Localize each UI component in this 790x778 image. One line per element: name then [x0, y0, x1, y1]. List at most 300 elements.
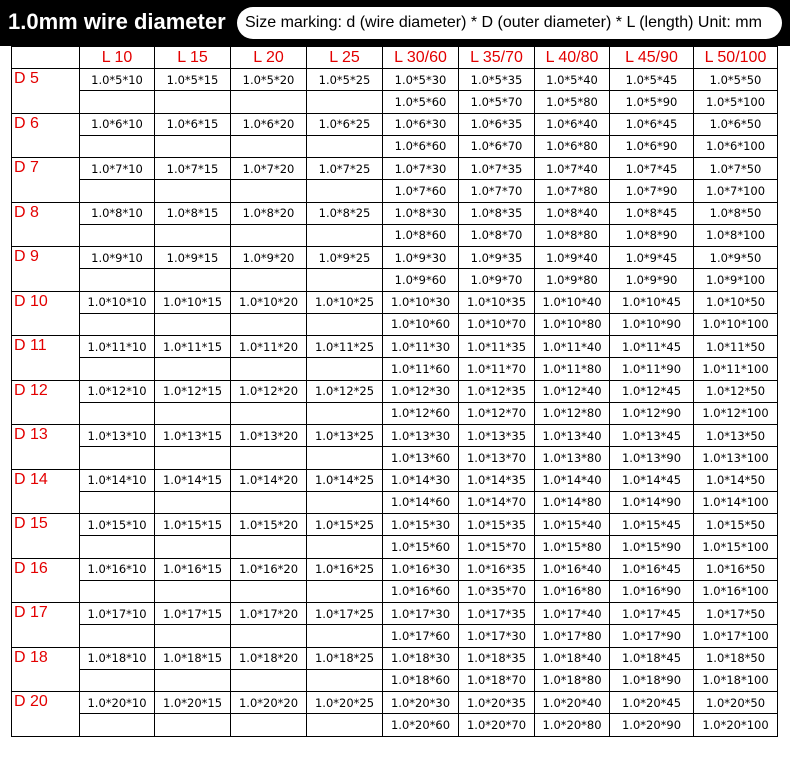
empty-cell	[80, 625, 155, 647]
size-cell: 1.0*16*45	[610, 558, 694, 580]
row-diameter-label: D 9	[12, 247, 80, 292]
size-cell: 1.0*18*50	[694, 647, 778, 669]
size-cell: 1.0*7*20	[231, 158, 307, 180]
size-cell: 1.0*11*35	[459, 336, 535, 358]
size-cell: 1.0*12*25	[307, 380, 383, 402]
size-cell: 1.0*5*15	[155, 69, 231, 91]
size-cell: 1.0*12*60	[383, 402, 459, 424]
size-cell: 1.0*5*80	[535, 91, 610, 113]
row-diameter-label: D 8	[12, 202, 80, 247]
row-diameter-label: D 10	[12, 291, 80, 336]
table-row	[12, 514, 778, 536]
size-cell: 1.0*8*35	[459, 202, 535, 224]
table-row	[12, 69, 778, 91]
empty-cell	[155, 91, 231, 113]
column-header: L 15	[155, 47, 231, 69]
size-cell: 1.0*13*10	[80, 425, 155, 447]
size-cell: 1.0*9*20	[231, 247, 307, 269]
size-cell: 1.0*6*20	[231, 113, 307, 135]
size-cell: 1.0*15*15	[155, 514, 231, 536]
size-cell: 1.0*14*20	[231, 469, 307, 491]
size-cell: 1.0*11*40	[535, 336, 610, 358]
size-cell: 1.0*11*10	[80, 336, 155, 358]
size-cell: 1.0*11*80	[535, 358, 610, 380]
row-diameter-label: D 18	[12, 647, 80, 692]
size-cell: 1.0*17*40	[535, 603, 610, 625]
size-cell: 1.0*7*30	[383, 158, 459, 180]
size-cell: 1.0*5*25	[307, 69, 383, 91]
empty-cell	[80, 224, 155, 246]
empty-cell	[80, 135, 155, 157]
empty-cell	[80, 580, 155, 602]
size-cell: 1.0*5*50	[694, 69, 778, 91]
size-cell: 1.0*7*25	[307, 158, 383, 180]
table-row	[12, 714, 778, 736]
empty-cell	[80, 269, 155, 291]
size-cell: 1.0*7*45	[610, 158, 694, 180]
size-cell: 1.0*7*50	[694, 158, 778, 180]
size-cell: 1.0*8*30	[383, 202, 459, 224]
column-header: L 45/90	[610, 47, 694, 69]
size-cell: 1.0*11*25	[307, 336, 383, 358]
empty-cell	[80, 491, 155, 513]
column-header: L 40/80	[535, 47, 610, 69]
size-cell: 1.0*10*90	[610, 313, 694, 335]
size-cell: 1.0*9*30	[383, 247, 459, 269]
table-row	[12, 313, 778, 335]
size-cell: 1.0*12*40	[535, 380, 610, 402]
size-cell: 1.0*18*35	[459, 647, 535, 669]
size-cell: 1.0*9*25	[307, 247, 383, 269]
size-cell: 1.0*8*40	[535, 202, 610, 224]
empty-cell	[307, 269, 383, 291]
empty-cell	[231, 91, 307, 113]
size-cell: 1.0*20*80	[535, 714, 610, 736]
empty-cell	[155, 491, 231, 513]
size-cell: 1.0*18*40	[535, 647, 610, 669]
size-cell: 1.0*12*90	[610, 402, 694, 424]
row-diameter-label: D 20	[12, 692, 80, 737]
size-cell: 1.0*5*10	[80, 69, 155, 91]
empty-cell	[307, 447, 383, 469]
row-diameter-label: D 15	[12, 514, 80, 559]
size-cell: 1.0*8*10	[80, 202, 155, 224]
size-cell: 1.0*20*50	[694, 692, 778, 714]
table-header-row	[12, 47, 778, 69]
size-cell: 1.0*17*25	[307, 603, 383, 625]
size-cell: 1.0*11*30	[383, 336, 459, 358]
row-diameter-label: D 5	[12, 69, 80, 114]
empty-cell	[231, 269, 307, 291]
size-cell: 1.0*18*60	[383, 669, 459, 691]
size-cell: 1.0*15*45	[610, 514, 694, 536]
size-cell: 1.0*14*90	[610, 491, 694, 513]
size-cell: 1.0*20*60	[383, 714, 459, 736]
size-cell: 1.0*18*80	[535, 669, 610, 691]
size-cell: 1.0*8*100	[694, 224, 778, 246]
size-cell: 1.0*8*50	[694, 202, 778, 224]
empty-cell	[155, 313, 231, 335]
size-cell: 1.0*17*45	[610, 603, 694, 625]
empty-cell	[155, 714, 231, 736]
empty-cell	[80, 313, 155, 335]
empty-cell	[155, 447, 231, 469]
size-cell: 1.0*6*70	[459, 135, 535, 157]
size-cell: 1.0*14*40	[535, 469, 610, 491]
table-row	[12, 580, 778, 602]
size-cell: 1.0*15*10	[80, 514, 155, 536]
size-cell: 1.0*8*60	[383, 224, 459, 246]
size-cell: 1.0*8*15	[155, 202, 231, 224]
size-table	[11, 46, 778, 737]
table-row	[12, 91, 778, 113]
empty-cell	[80, 714, 155, 736]
size-cell: 1.0*17*80	[535, 625, 610, 647]
size-cell: 1.0*18*20	[231, 647, 307, 669]
empty-cell	[155, 224, 231, 246]
empty-cell	[307, 669, 383, 691]
empty-cell	[155, 625, 231, 647]
size-cell: 1.0*12*20	[231, 380, 307, 402]
size-cell: 1.0*8*20	[231, 202, 307, 224]
size-cell: 1.0*7*35	[459, 158, 535, 180]
empty-cell	[80, 536, 155, 558]
size-cell: 1.0*12*45	[610, 380, 694, 402]
table-row	[12, 447, 778, 469]
table-row	[12, 202, 778, 224]
table-row	[12, 180, 778, 202]
table-row	[12, 625, 778, 647]
size-cell: 1.0*16*20	[231, 558, 307, 580]
size-cell: 1.0*13*25	[307, 425, 383, 447]
size-cell: 1.0*13*50	[694, 425, 778, 447]
size-cell: 1.0*10*45	[610, 291, 694, 313]
size-cell: 1.0*18*25	[307, 647, 383, 669]
size-cell: 1.0*15*90	[610, 536, 694, 558]
size-cell: 1.0*18*30	[383, 647, 459, 669]
size-cell: 1.0*14*30	[383, 469, 459, 491]
size-cell: 1.0*10*50	[694, 291, 778, 313]
size-cell: 1.0*15*80	[535, 536, 610, 558]
size-cell: 1.0*14*60	[383, 491, 459, 513]
empty-cell	[307, 313, 383, 335]
size-cell: 1.0*17*35	[459, 603, 535, 625]
size-cell: 1.0*5*20	[231, 69, 307, 91]
size-cell: 1.0*35*70	[459, 580, 535, 602]
row-diameter-label: D 6	[12, 113, 80, 158]
size-cell: 1.0*17*50	[694, 603, 778, 625]
size-cell: 1.0*17*30	[459, 625, 535, 647]
table-row	[12, 536, 778, 558]
size-cell: 1.0*6*80	[535, 135, 610, 157]
size-cell: 1.0*20*70	[459, 714, 535, 736]
size-cell: 1.0*20*40	[535, 692, 610, 714]
size-cell: 1.0*6*35	[459, 113, 535, 135]
size-cell: 1.0*7*80	[535, 180, 610, 202]
size-cell: 1.0*18*90	[610, 669, 694, 691]
size-cell: 1.0*14*50	[694, 469, 778, 491]
size-cell: 1.0*12*70	[459, 402, 535, 424]
empty-cell	[231, 447, 307, 469]
size-cell: 1.0*15*60	[383, 536, 459, 558]
size-cell: 1.0*11*15	[155, 336, 231, 358]
size-cell: 1.0*13*15	[155, 425, 231, 447]
size-cell: 1.0*6*10	[80, 113, 155, 135]
size-cell: 1.0*8*80	[535, 224, 610, 246]
size-cell: 1.0*16*10	[80, 558, 155, 580]
size-cell: 1.0*10*80	[535, 313, 610, 335]
size-cell: 1.0*15*35	[459, 514, 535, 536]
table-row	[12, 469, 778, 491]
empty-cell	[231, 180, 307, 202]
size-cell: 1.0*13*90	[610, 447, 694, 469]
size-cell: 1.0*14*80	[535, 491, 610, 513]
size-cell: 1.0*12*15	[155, 380, 231, 402]
empty-cell	[231, 536, 307, 558]
table-row	[12, 380, 778, 402]
empty-cell	[231, 313, 307, 335]
size-cell: 1.0*15*50	[694, 514, 778, 536]
empty-cell	[155, 269, 231, 291]
table-row	[12, 135, 778, 157]
table-row	[12, 113, 778, 135]
size-cell: 1.0*6*100	[694, 135, 778, 157]
size-cell: 1.0*10*100	[694, 313, 778, 335]
column-header: L 25	[307, 47, 383, 69]
empty-cell	[307, 358, 383, 380]
size-cell: 1.0*11*60	[383, 358, 459, 380]
size-cell: 1.0*15*30	[383, 514, 459, 536]
empty-cell	[307, 491, 383, 513]
size-cell: 1.0*10*30	[383, 291, 459, 313]
size-cell: 1.0*7*15	[155, 158, 231, 180]
size-cell: 1.0*10*35	[459, 291, 535, 313]
size-cell: 1.0*6*40	[535, 113, 610, 135]
empty-cell	[231, 358, 307, 380]
size-cell: 1.0*15*70	[459, 536, 535, 558]
size-cell: 1.0*8*70	[459, 224, 535, 246]
size-cell: 1.0*7*70	[459, 180, 535, 202]
size-cell: 1.0*16*80	[535, 580, 610, 602]
size-cell: 1.0*16*25	[307, 558, 383, 580]
size-cell: 1.0*5*100	[694, 91, 778, 113]
size-cell: 1.0*9*15	[155, 247, 231, 269]
size-cell: 1.0*15*40	[535, 514, 610, 536]
empty-cell	[80, 358, 155, 380]
size-cell: 1.0*9*10	[80, 247, 155, 269]
size-cell: 1.0*10*70	[459, 313, 535, 335]
size-cell: 1.0*8*90	[610, 224, 694, 246]
size-cell: 1.0*20*15	[155, 692, 231, 714]
size-cell: 1.0*17*15	[155, 603, 231, 625]
size-cell: 1.0*5*40	[535, 69, 610, 91]
size-cell: 1.0*13*30	[383, 425, 459, 447]
size-cell: 1.0*9*50	[694, 247, 778, 269]
size-cell: 1.0*20*30	[383, 692, 459, 714]
size-cell: 1.0*16*35	[459, 558, 535, 580]
size-cell: 1.0*13*100	[694, 447, 778, 469]
header-corner-cell	[12, 47, 80, 69]
row-diameter-label: D 11	[12, 336, 80, 381]
empty-cell	[155, 402, 231, 424]
size-cell: 1.0*13*60	[383, 447, 459, 469]
row-diameter-label: D 16	[12, 558, 80, 603]
empty-cell	[80, 447, 155, 469]
empty-cell	[155, 669, 231, 691]
empty-cell	[80, 180, 155, 202]
size-cell: 1.0*9*80	[535, 269, 610, 291]
empty-cell	[80, 91, 155, 113]
empty-cell	[231, 402, 307, 424]
empty-cell	[155, 536, 231, 558]
size-cell: 1.0*13*70	[459, 447, 535, 469]
table-row	[12, 603, 778, 625]
size-cell: 1.0*16*30	[383, 558, 459, 580]
size-cell: 1.0*13*45	[610, 425, 694, 447]
size-cell: 1.0*9*70	[459, 269, 535, 291]
size-cell: 1.0*13*20	[231, 425, 307, 447]
row-diameter-label: D 7	[12, 158, 80, 203]
table-row	[12, 669, 778, 691]
size-cell: 1.0*20*100	[694, 714, 778, 736]
size-cell: 1.0*17*20	[231, 603, 307, 625]
size-cell: 1.0*16*90	[610, 580, 694, 602]
empty-cell	[231, 714, 307, 736]
empty-cell	[307, 625, 383, 647]
size-cell: 1.0*18*15	[155, 647, 231, 669]
empty-cell	[307, 580, 383, 602]
size-cell: 1.0*14*25	[307, 469, 383, 491]
size-cell: 1.0*17*60	[383, 625, 459, 647]
size-cell: 1.0*10*15	[155, 291, 231, 313]
empty-cell	[231, 491, 307, 513]
table-row	[12, 402, 778, 424]
size-cell: 1.0*13*40	[535, 425, 610, 447]
size-cell: 1.0*6*15	[155, 113, 231, 135]
size-cell: 1.0*6*45	[610, 113, 694, 135]
size-cell: 1.0*15*100	[694, 536, 778, 558]
size-cell: 1.0*17*90	[610, 625, 694, 647]
empty-cell	[307, 402, 383, 424]
empty-cell	[307, 91, 383, 113]
column-header: L 35/70	[459, 47, 535, 69]
empty-cell	[231, 580, 307, 602]
size-cell: 1.0*20*35	[459, 692, 535, 714]
empty-cell	[307, 224, 383, 246]
size-cell: 1.0*15*25	[307, 514, 383, 536]
size-cell: 1.0*18*70	[459, 669, 535, 691]
size-cell: 1.0*7*100	[694, 180, 778, 202]
size-cell: 1.0*9*35	[459, 247, 535, 269]
column-header: L 20	[231, 47, 307, 69]
size-cell: 1.0*6*90	[610, 135, 694, 157]
size-cell: 1.0*7*10	[80, 158, 155, 180]
column-header: L 10	[80, 47, 155, 69]
size-cell: 1.0*11*100	[694, 358, 778, 380]
size-cell: 1.0*5*60	[383, 91, 459, 113]
table-row	[12, 647, 778, 669]
size-cell: 1.0*6*50	[694, 113, 778, 135]
empty-cell	[231, 224, 307, 246]
size-cell: 1.0*11*20	[231, 336, 307, 358]
size-cell: 1.0*5*70	[459, 91, 535, 113]
size-cell: 1.0*14*70	[459, 491, 535, 513]
empty-cell	[155, 580, 231, 602]
size-cell: 1.0*16*40	[535, 558, 610, 580]
empty-cell	[80, 669, 155, 691]
empty-cell	[231, 669, 307, 691]
size-cell: 1.0*11*50	[694, 336, 778, 358]
size-cell: 1.0*9*100	[694, 269, 778, 291]
empty-cell	[307, 135, 383, 157]
empty-cell	[80, 402, 155, 424]
size-cell: 1.0*18*45	[610, 647, 694, 669]
size-cell: 1.0*10*40	[535, 291, 610, 313]
table-row	[12, 558, 778, 580]
size-cell: 1.0*9*45	[610, 247, 694, 269]
size-cell: 1.0*12*100	[694, 402, 778, 424]
empty-cell	[307, 714, 383, 736]
size-marking-note: Size marking: d (wire diameter) * D (outer diameter) * L (length) Unit: mm	[237, 7, 782, 39]
size-cell: 1.0*13*35	[459, 425, 535, 447]
size-cell: 1.0*7*60	[383, 180, 459, 202]
size-cell: 1.0*10*60	[383, 313, 459, 335]
table-row	[12, 158, 778, 180]
size-cell: 1.0*5*30	[383, 69, 459, 91]
size-cell: 1.0*11*70	[459, 358, 535, 380]
row-diameter-label: D 12	[12, 380, 80, 425]
size-cell: 1.0*11*90	[610, 358, 694, 380]
size-cell: 1.0*9*60	[383, 269, 459, 291]
size-cell: 1.0*12*50	[694, 380, 778, 402]
size-cell: 1.0*17*30	[383, 603, 459, 625]
row-diameter-label: D 17	[12, 603, 80, 648]
size-cell: 1.0*14*35	[459, 469, 535, 491]
size-cell: 1.0*5*90	[610, 91, 694, 113]
size-cell: 1.0*14*45	[610, 469, 694, 491]
table-row	[12, 291, 778, 313]
size-cell: 1.0*20*45	[610, 692, 694, 714]
size-cell: 1.0*20*25	[307, 692, 383, 714]
size-cell: 1.0*7*90	[610, 180, 694, 202]
size-cell: 1.0*15*20	[231, 514, 307, 536]
size-cell: 1.0*20*10	[80, 692, 155, 714]
size-cell: 1.0*9*90	[610, 269, 694, 291]
size-cell: 1.0*6*25	[307, 113, 383, 135]
size-cell: 1.0*10*10	[80, 291, 155, 313]
size-cell: 1.0*18*10	[80, 647, 155, 669]
size-cell: 1.0*8*45	[610, 202, 694, 224]
size-cell: 1.0*12*80	[535, 402, 610, 424]
size-cell: 1.0*16*15	[155, 558, 231, 580]
size-cell: 1.0*18*100	[694, 669, 778, 691]
size-cell: 1.0*12*35	[459, 380, 535, 402]
size-cell: 1.0*16*60	[383, 580, 459, 602]
size-cell: 1.0*20*20	[231, 692, 307, 714]
size-cell: 1.0*8*25	[307, 202, 383, 224]
empty-cell	[307, 180, 383, 202]
column-header: L 30/60	[383, 47, 459, 69]
table-row	[12, 247, 778, 269]
empty-cell	[307, 536, 383, 558]
size-cell: 1.0*6*30	[383, 113, 459, 135]
empty-cell	[155, 135, 231, 157]
size-cell: 1.0*20*90	[610, 714, 694, 736]
empty-cell	[231, 625, 307, 647]
table-row	[12, 692, 778, 714]
size-cell: 1.0*6*60	[383, 135, 459, 157]
table-row	[12, 491, 778, 513]
